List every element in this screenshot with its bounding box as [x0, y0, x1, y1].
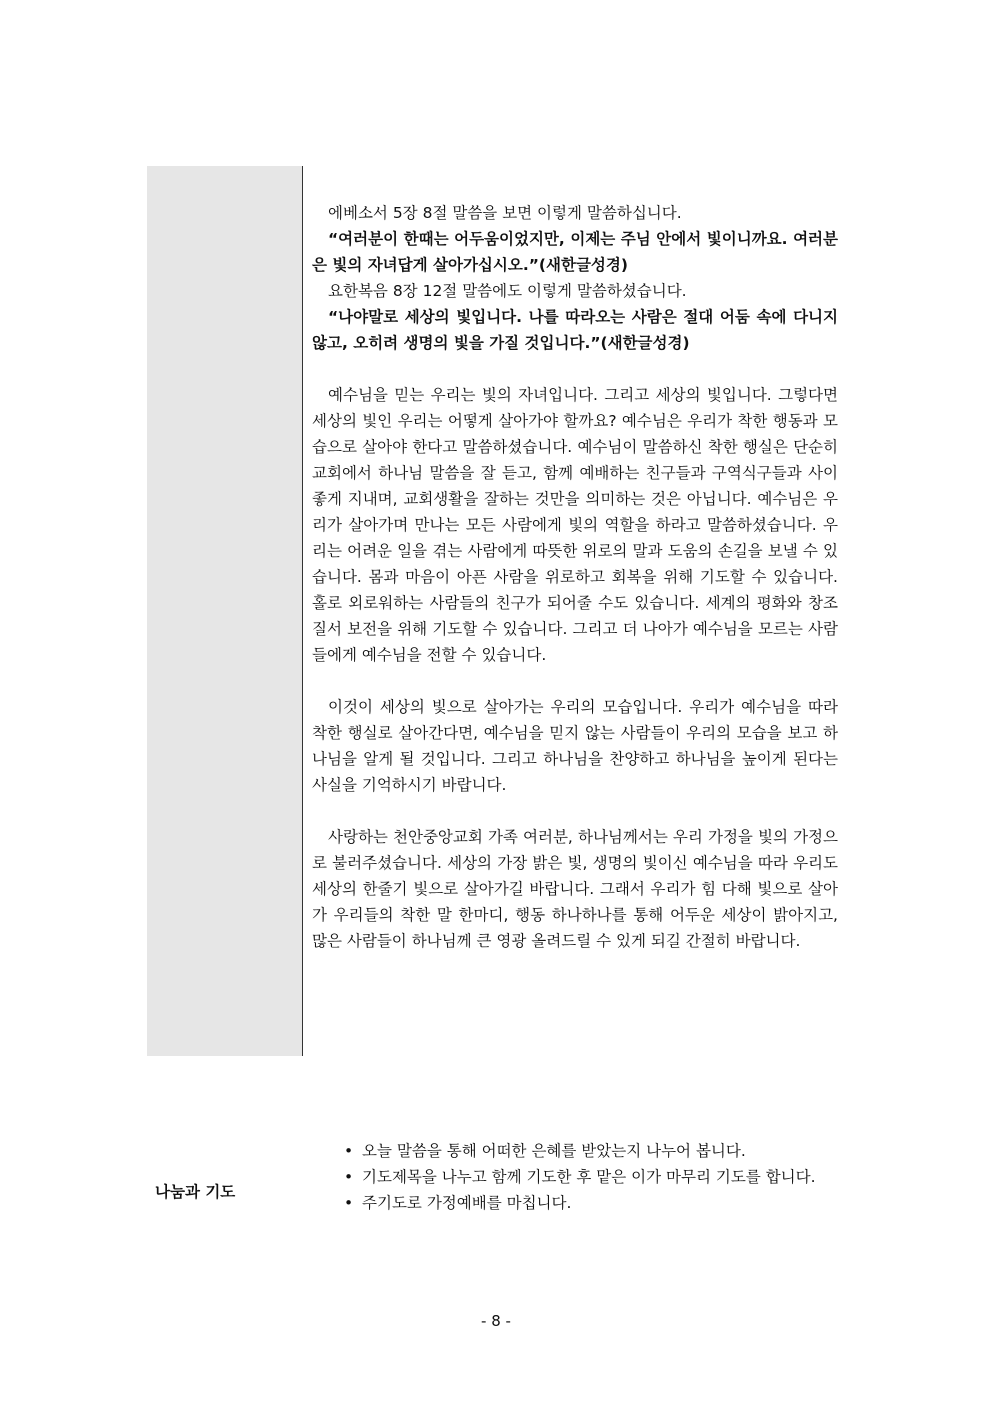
page-number: - 8 - — [481, 1312, 511, 1330]
sermon-section — [147, 166, 847, 1056]
scripture-intro-ephesians: 에베소서 5장 8절 말씀을 보면 이렇게 말씀하십니다. — [328, 204, 682, 222]
sermon-paragraph-our-life: 이것이 세상의 빛으로 살아가는 우리의 모습입니다. 우리가 예수님을 따라 착한 행실로 살아간다면, 예수님을 믿지 않는 사람들이 우리의 모습을 보고 하나님을 알게 될 것입니다. 그리고 하나님을 찬양하고 하나님을 높이게 된다는 사실을 기억하시기 바랍니다. — [312, 698, 838, 794]
side-label-column — [147, 166, 302, 1056]
column-divider — [302, 166, 303, 1056]
sharing-title: 나눔과 기도 — [155, 1183, 236, 1201]
bullet-icon: • — [344, 1142, 354, 1160]
paragraph-gap — [312, 668, 838, 694]
list-item-text: 기도제목을 나누고 함께 기도한 후 맡은 이가 마무리 기도를 합니다. — [362, 1168, 816, 1186]
scripture-quote-john: “나야말로 세상의 빛입니다. 나를 따라오는 사람은 절대 어둠 속에 다니지 않고, 오히려 생명의 빛을 가질 것입니다.”(새한글성경) — [312, 308, 838, 352]
sharing-list — [342, 1138, 832, 1216]
sermon-body — [312, 200, 838, 954]
sermon-paragraph-children-of-light: 예수님을 믿는 우리는 빛의 자녀입니다. 그리고 세상의 빛입니다. 그렇다면 세상의 빛인 우리는 어떻게 살아가야 할까요? 예수님은 우리가 착한 행동과 모습으로 살아야 한다고 말씀하셨습니다. 예수님이 말씀하신 착한 행실은 단순히 교회에서 하나님 말씀을 잘 듣고, 함께 예배하는 친구들과 구역식구들과 사이좋게 지내며, 교회생활을 잘하는 것만을 의미하는 것은 아닙니다. 예수님은 우리가 살아가며 만나는 모든 사람에게 빛의 역할을 하라고 말씀하셨습니다. 우리는 어려운 일을 겪는 사람에게 따뜻한 위로의 말과 도움의 손길을 보낼 수 있습니다. 몸과 마음이 아픈 사람을 위로하고 회복을 위해 기도할 수 있습니다. 홀로 외로워하는 사람들의 친구가 되어줄 수도 있습니다. 세계의 평화와 창조질서 보전을 위해 기도할 수 있습니다. 그리고 더 나아가 예수님을 모르는 사람들에게 예수님을 전할 수 있습니다. — [312, 386, 838, 664]
paragraph-gap — [312, 356, 838, 382]
list-item — [342, 1164, 832, 1190]
sermon-paragraph-closing: 사랑하는 천안중앙교회 가족 여러분, 하나님께서는 우리 가정을 빛의 가정으로 불러주셨습니다. 세상의 가장 밝은 빛, 생명의 빛이신 예수님을 따라 우리도 세상의 한줄기 빛으로 살아가길 바랍니다. 그래서 우리가 힘 다해 빛으로 살아가 우리들의 착한 말 한마디, 행동 하나하나를 통해 어두운 세상이 밝아지고, 많은 사람들이 하나님께 큰 영광 올려드릴 수 있게 되길 간절히 바랍니다. — [312, 828, 838, 950]
list-item-text: 주기도로 가정예배를 마칩니다. — [362, 1194, 572, 1212]
scripture-intro-john: 요한복음 8장 12절 말씀에도 이렇게 말씀하셨습니다. — [328, 282, 687, 300]
bullet-icon: • — [344, 1168, 354, 1186]
sharing-and-prayer-section — [147, 1138, 847, 1248]
list-item-text: 오늘 말씀을 통해 어떠한 은혜를 받았는지 나누어 봅니다. — [362, 1142, 746, 1160]
list-item — [342, 1190, 832, 1216]
list-item — [342, 1138, 832, 1164]
paragraph-gap — [312, 798, 838, 824]
scripture-quote-ephesians: “여러분이 한때는 어두움이었지만, 이제는 주님 안에서 빛이니까요. 여러분은 빛의 자녀답게 살아가십시오.”(새한글성경) — [312, 230, 838, 274]
bullet-icon: • — [344, 1194, 354, 1212]
